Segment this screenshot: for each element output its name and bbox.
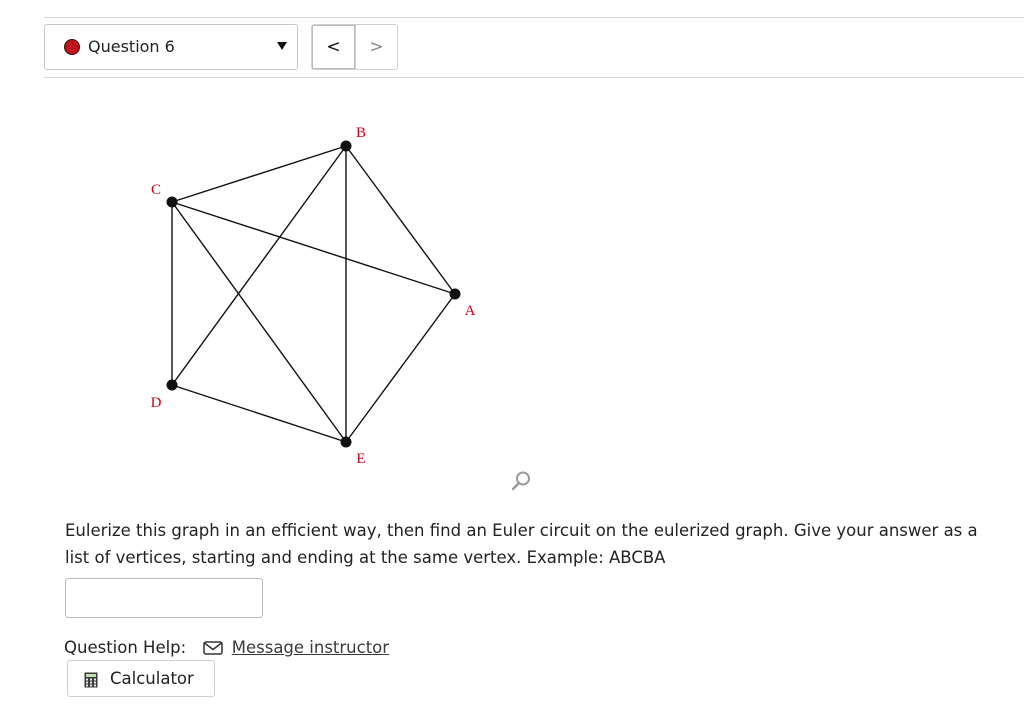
graph-edges [172, 146, 455, 442]
calculator-label: Calculator [110, 669, 194, 688]
envelope-icon [203, 641, 223, 655]
previous-question-button[interactable]: < [312, 25, 356, 69]
vertex-b [341, 141, 352, 152]
edge-ea [346, 294, 455, 442]
question-select[interactable] [44, 24, 298, 70]
vertex-label-d: D [150, 395, 162, 411]
header-divider [44, 77, 1024, 78]
answer-input[interactable] [65, 578, 263, 618]
caret-down-icon [277, 42, 287, 50]
question-nav [311, 24, 398, 70]
calculator-button[interactable] [67, 660, 215, 697]
edge-ba [346, 146, 455, 294]
question-help-label: Question Help: [64, 638, 187, 657]
question-help [64, 637, 389, 657]
edge-ce [172, 202, 346, 442]
calculator-icon [84, 672, 98, 688]
graph-vertices [167, 141, 461, 448]
vertex-a [450, 289, 461, 300]
edge-de [172, 385, 346, 442]
question-label: Question 6 [88, 37, 175, 56]
question-prompt: Eulerize this graph in an efficient way, then find an Euler circuit on the eulerized graph. Give your answer as a list of vertices, starting and ending at the same vertex. Example: ABCBA [65, 521, 978, 567]
vertex-e [341, 437, 352, 448]
question-status-dot [64, 39, 80, 55]
edge-bd [172, 146, 346, 385]
magnifier-icon[interactable] [510, 470, 532, 492]
vertex-label-e: E [356, 451, 366, 467]
message-instructor-link[interactable]: Message instructor [231, 638, 390, 657]
top-divider [44, 17, 1024, 18]
edge-cb [172, 146, 346, 202]
vertex-label-c: C [150, 182, 162, 198]
graph-labels [151, 125, 476, 467]
graph-diagram [130, 112, 500, 472]
vertex-d [167, 380, 178, 391]
vertex-label-a: A [464, 303, 476, 319]
vertex-c [167, 197, 178, 208]
next-question-button[interactable]: > [369, 37, 384, 57]
vertex-label-b: B [355, 125, 367, 141]
edge-ca [172, 202, 455, 294]
